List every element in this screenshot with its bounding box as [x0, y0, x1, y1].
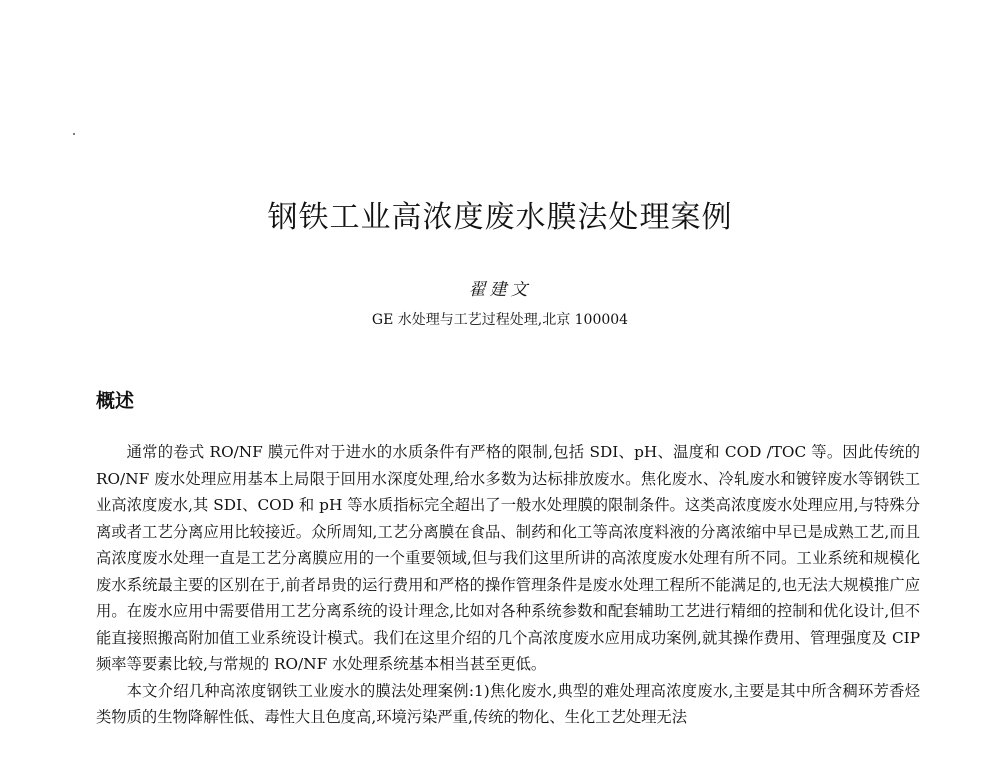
section-heading-overview: 概述 [96, 390, 135, 412]
author-name: 翟建文 [468, 280, 532, 300]
paragraph: 本文介绍几种高浓度钢铁工业废水的膜法处理案例:1)焦化废水,典型的难处理高浓度废水,主要是其中所含稠环芳香烃类物质的生物降解性低、毒性大且色度高,环境污染严重,传统的物化、生化工艺处理无法 [96, 681, 920, 726]
body-text [96, 439, 920, 731]
paragraph: 通常的卷式 RO/NF 膜元件对于进水的水质条件有严格的限制,包括 SDI、pH、温度和 COD /TOC 等。因此传统的 RO/NF 废水处理应用基本上局限于回用水深度处理,给水多数为达标排放废水。焦化废水、冷轧废水和镀锌废水等钢铁工业高浓度废水,其 SDI、COD 和 pH 等水质指标完全超出了一般水处理膜的限制条件。这类高浓度废水处理应用,与特殊分离或者工艺分离应用比较接近。众所周知,工艺分离膜在食品、制药和化工等高浓度料液的分离浓缩中早已是成熟工艺,而且高浓度废水处理一直是工艺分离膜应用的一个重要领域,但与我们这里所讲的高浓度废水处理有所不同。工业系统和规模化废水系统最主要的区别在于,前者昂贵的运行费用和严格的操作管理条件是废水处理工程所不能满足的,也无法大规模推广应用。在废水应用中需要借用工艺分离系统的设计理念,比如对各种系统参数和配套辅助工艺进行精细的控制和优化设计,但不能直接照搬高附加值工业系统设计模式。我们在这里介绍的几个高浓度废水应用成功案例,就其操作费用、管理强度及 CIP 频率等要素比较,与常规的 RO/NF 水处理系统基本相当甚至更低。 [96, 443, 920, 673]
scan-speck [73, 133, 75, 135]
author-affiliation: GE 水处理与工艺过程处理,北京 100004 [371, 312, 629, 328]
paper-title: 钢铁工业高浓度废水膜法处理案例 [267, 200, 733, 235]
